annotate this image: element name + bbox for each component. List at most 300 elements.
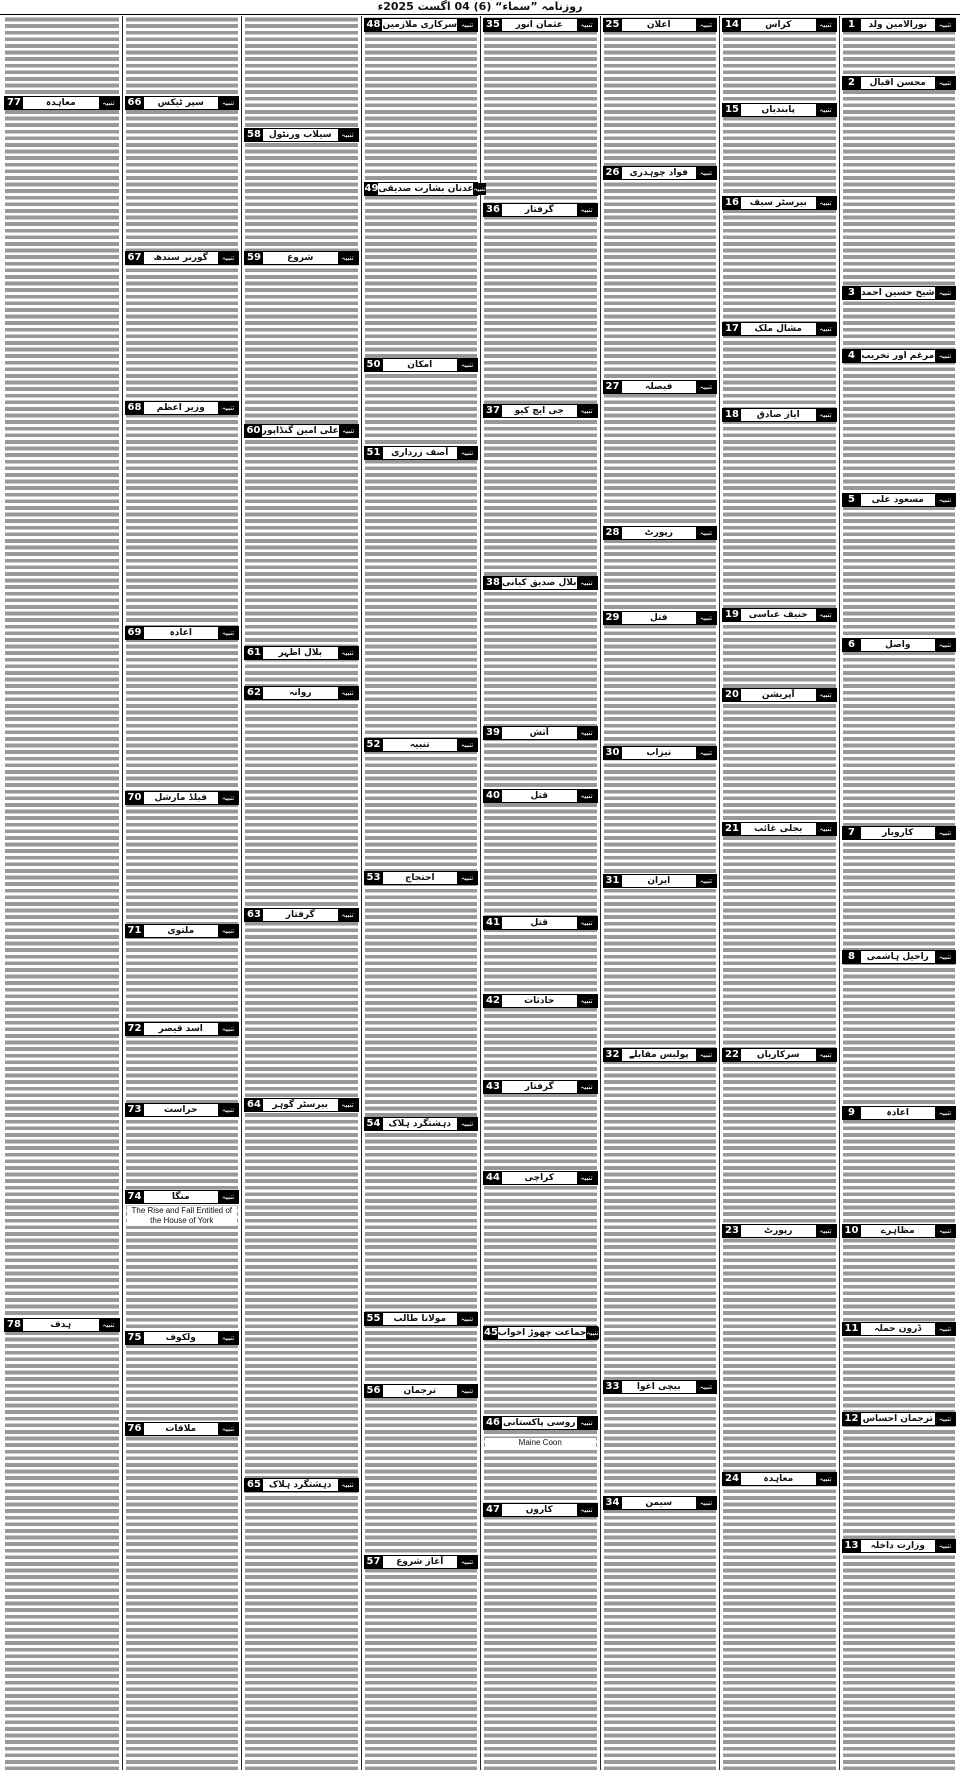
- notice-headline-64: [244, 1098, 359, 1112]
- notice-title: سرکاریاں: [756, 1050, 800, 1060]
- notice-tag-label: تنبیہ: [338, 687, 358, 699]
- notice-title: فواد چوہدری: [629, 168, 688, 178]
- notice-title: معاہدہ: [45, 98, 76, 108]
- notice-title: بلال اظہر: [278, 648, 323, 658]
- notice-headline-54: [364, 1117, 479, 1131]
- notice-headline-65: [244, 1478, 359, 1492]
- notice-number: 51: [365, 447, 383, 459]
- notice-tag-label: تنبیہ: [338, 252, 358, 264]
- notice-number: 52: [365, 739, 383, 751]
- notice-headline-59: [244, 251, 359, 265]
- notice-number: 21: [723, 823, 741, 835]
- column-3: [600, 16, 720, 1770]
- notice-number: 6: [843, 639, 861, 651]
- notice-title: کراچی: [524, 1173, 554, 1183]
- notice-number: 48: [365, 19, 383, 31]
- notice-number: 65: [245, 1479, 263, 1491]
- notice-title: سیمن: [645, 1498, 673, 1508]
- notice-headline-22: [722, 1048, 837, 1062]
- notice-headline-15: [722, 103, 837, 117]
- notice-headline-1: [842, 18, 957, 32]
- notice-headline-7: [842, 826, 957, 840]
- notice-number: 72: [126, 1023, 144, 1035]
- notice-title: امکان: [407, 360, 433, 370]
- notice-title: روسی پاکستانی: [502, 1418, 576, 1428]
- notice-tag-label: تنبیہ: [696, 747, 716, 759]
- notice-tag-label: تنبیہ: [935, 1540, 955, 1552]
- notice-tag-label: تنبیہ: [816, 104, 836, 116]
- notice-headline-9: [842, 1106, 957, 1120]
- notice-tag-label: تنبیہ: [457, 1118, 477, 1130]
- notice-number: 44: [484, 1172, 502, 1184]
- notice-headline-77: [4, 96, 120, 110]
- english-snippet-maine-coon: Maine Coon: [485, 1438, 596, 1448]
- notice-tag-label: تنبیہ: [338, 647, 358, 659]
- notice-tag-label: تنبیہ: [816, 823, 836, 835]
- notice-title: آپریشن: [761, 690, 795, 700]
- notice-number: 33: [604, 1381, 622, 1393]
- notice-title: عدنان بشارت صدیقی: [378, 184, 474, 194]
- notice-tag-label: تنبیہ: [457, 1385, 477, 1397]
- notice-tag-label: تنبیہ: [935, 350, 955, 362]
- notice-headline-5: [842, 493, 957, 507]
- notice-title: معاہدہ: [763, 1474, 794, 1484]
- notice-title: گرفتار: [524, 205, 554, 215]
- notice-tag-label: تنبیہ: [218, 1191, 238, 1203]
- notice-title: بیرسٹر سیف: [749, 198, 807, 208]
- notice-tag-label: تنبیہ: [577, 727, 597, 739]
- notice-number: 29: [604, 612, 622, 624]
- notice-number: 67: [126, 252, 144, 264]
- notice-number: 77: [5, 97, 23, 109]
- notice-number: 70: [126, 792, 144, 804]
- notice-headline-32: [603, 1048, 718, 1062]
- notice-number: 42: [484, 995, 502, 1007]
- notice-title: گرفتار: [285, 910, 315, 920]
- notice-title: وزیر اعظم: [156, 403, 205, 413]
- notice-headline-43: [483, 1080, 598, 1094]
- notice-headline-28: [603, 526, 718, 540]
- notice-headline-14: [722, 18, 837, 32]
- notice-number: 31: [604, 875, 622, 887]
- notice-title: ایاز صادق: [756, 410, 800, 420]
- notice-number: 20: [723, 689, 741, 701]
- notice-tag-label: تنبیہ: [816, 609, 836, 621]
- notice-headline-34: [603, 1496, 718, 1510]
- notice-headline-6: [842, 638, 957, 652]
- notice-headline-45: [483, 1326, 598, 1340]
- notice-title: منگا: [171, 1192, 190, 1202]
- notice-tag-label: تنبیہ: [577, 1417, 597, 1429]
- notice-number: 66: [126, 97, 144, 109]
- notice-title: بیچی اغوا: [636, 1382, 681, 1392]
- notice-title: بلال صدیق کیانی: [502, 578, 577, 588]
- notice-tag-label: تنبیہ: [473, 185, 486, 193]
- notice-tag-label: تنبیہ: [577, 19, 597, 31]
- notice-number: 50: [365, 359, 383, 371]
- notice-number: 13: [843, 1540, 861, 1552]
- notice-title: بیرسٹر گوہر: [272, 1100, 329, 1110]
- notice-title: تنبیہ: [409, 740, 430, 750]
- notice-headline-44: [483, 1171, 598, 1185]
- notice-title: ہدف: [50, 1320, 72, 1330]
- notice-headline-24: [722, 1472, 837, 1486]
- notice-headline-10: [842, 1224, 957, 1238]
- notice-headline-16: [722, 196, 837, 210]
- notice-number: 17: [723, 323, 741, 335]
- notice-title: سرکاری ملازمین: [382, 20, 458, 30]
- notice-number: 35: [484, 19, 502, 31]
- notice-tag-label: تنبیہ: [935, 1225, 955, 1237]
- notice-headline-73: [125, 1103, 240, 1117]
- notice-tag-label: تنبیہ: [577, 1172, 597, 1184]
- notice-tag-label: تنبیہ: [816, 323, 836, 335]
- notice-title: اعلان: [646, 20, 671, 30]
- notice-number: 62: [245, 687, 263, 699]
- notice-headline-39: [483, 726, 598, 740]
- notice-tag-label: تنبیہ: [577, 405, 597, 417]
- masthead: روزنامہ ”سماء“ (6) 04 اگست 2025ء: [0, 0, 960, 15]
- column-8: [2, 16, 122, 1770]
- notice-number: 53: [365, 872, 383, 884]
- notice-tag-label: تنبیہ: [338, 129, 358, 141]
- notice-number: 63: [245, 909, 263, 921]
- notice-number: 55: [365, 1313, 383, 1325]
- notice-headline-12: [842, 1412, 957, 1426]
- notice-title: رپورٹ: [644, 528, 673, 538]
- notice-tag-label: تنبیہ: [457, 1313, 477, 1325]
- notice-number: 4: [843, 350, 861, 362]
- notice-title: کراس: [765, 20, 792, 30]
- notice-tag-label: تنبیہ: [816, 1473, 836, 1485]
- notice-tag-label: تنبیہ: [935, 1323, 955, 1335]
- notice-tag-label: تنبیہ: [935, 639, 955, 651]
- notice-title: ڈرون حملہ: [874, 1324, 922, 1334]
- notice-tag-label: تنبیہ: [99, 97, 119, 109]
- notice-tag-label: تنبیہ: [935, 827, 955, 839]
- notice-headline-40: [483, 789, 598, 803]
- notice-headline-30: [603, 746, 718, 760]
- notice-tag-label: تنبیہ: [457, 359, 477, 371]
- notice-title: سیلاب ورنٹول: [268, 130, 332, 140]
- notice-tag-label: تنبیہ: [577, 1081, 597, 1093]
- notice-tag-label: تنبیہ: [816, 1225, 836, 1237]
- notice-number: 71: [126, 925, 144, 937]
- notice-headline-23: [722, 1224, 837, 1238]
- notice-tag-label: تنبیہ: [935, 951, 955, 963]
- notice-number: 41: [484, 917, 502, 929]
- notice-tag-label: تنبیہ: [696, 612, 716, 624]
- notice-title: فیصلہ: [645, 382, 673, 392]
- notice-number: 40: [484, 790, 502, 802]
- notice-headline-74: [125, 1190, 240, 1204]
- notice-tag-label: تنبیہ: [935, 494, 955, 506]
- notice-number: 57: [365, 1556, 383, 1568]
- notice-number: 45: [484, 1327, 498, 1338]
- notice-number: 36: [484, 204, 502, 216]
- notice-title: مظاہرے: [880, 1226, 915, 1236]
- notice-tag-label: تنبیہ: [816, 197, 836, 209]
- notice-number: 22: [723, 1049, 741, 1061]
- notice-title: کاروبار: [882, 828, 914, 838]
- notice-tag-label: تنبیہ: [218, 925, 238, 937]
- notice-number: 47: [484, 1504, 502, 1516]
- notice-headline-61: [244, 646, 359, 660]
- notice-number: 43: [484, 1081, 502, 1093]
- column-5: [361, 16, 486, 1770]
- notice-title: نورالامین ولد: [868, 20, 928, 30]
- notice-number: 76: [126, 1423, 144, 1435]
- notice-title: کاروں: [525, 1505, 553, 1515]
- notice-number: 24: [723, 1473, 741, 1485]
- notice-tag-label: تنبیہ: [457, 1556, 477, 1568]
- notice-number: 3: [843, 287, 861, 299]
- notice-number: 18: [723, 409, 741, 421]
- notice-title: روانہ: [288, 688, 312, 698]
- notice-title: مرغم اور تخریب: [861, 351, 935, 361]
- notice-headline-13: [842, 1539, 957, 1553]
- notice-headline-46: [483, 1416, 598, 1430]
- notice-tag-label: تنبیہ: [218, 1104, 238, 1116]
- notice-title: شروع: [287, 253, 314, 263]
- column-6: [241, 16, 361, 1770]
- notice-tag-label: تنبیہ: [577, 790, 597, 802]
- notice-title: فیلڈ مارشل: [154, 793, 208, 803]
- text-lines: [723, 16, 836, 1770]
- notice-title: جی ایچ کیو: [514, 406, 564, 416]
- notice-tag-label: تنبیہ: [338, 1479, 358, 1491]
- column-4: [480, 16, 600, 1770]
- notice-headline-29: [603, 611, 718, 625]
- notice-title: حنیف عباسی: [748, 610, 808, 620]
- notice-headline-27: [603, 380, 718, 394]
- notice-tag-label: تنبیہ: [935, 1413, 955, 1425]
- notice-title: حادثات: [524, 996, 555, 1006]
- notice-number: 64: [245, 1099, 263, 1111]
- notice-number: 59: [245, 252, 263, 264]
- notice-tag-label: تنبیہ: [816, 409, 836, 421]
- notice-tag-label: تنبیہ: [577, 204, 597, 216]
- text-lines: [843, 16, 956, 1770]
- notice-title: ولکوف: [165, 1333, 196, 1343]
- notice-number: 58: [245, 129, 263, 141]
- notice-number: 15: [723, 104, 741, 116]
- notice-headline-76: [125, 1422, 240, 1436]
- notice-title: دہشتگرد ہلاک: [268, 1480, 332, 1490]
- notice-number: 49: [364, 183, 379, 194]
- notice-tag-label: تنبیہ: [696, 527, 716, 539]
- notice-title: ترجمان احساس: [862, 1414, 933, 1424]
- notice-title: آصف زرداری: [391, 448, 449, 458]
- notice-number: 34: [604, 1497, 622, 1509]
- notice-title: وزارت داخلہ: [870, 1541, 925, 1551]
- notice-title: اسد قیصر: [158, 1024, 203, 1034]
- notice-headline-48: [364, 18, 479, 32]
- notice-headline-41: [483, 916, 598, 930]
- notice-tag-label: تنبیہ: [457, 447, 477, 459]
- notice-headline-47: [483, 1503, 598, 1517]
- notice-number: 11: [843, 1323, 861, 1335]
- notice-title: دہشتگرد ہلاک: [388, 1119, 452, 1129]
- notice-title: اعادہ: [886, 1108, 909, 1118]
- notice-tag-label: تنبیہ: [816, 689, 836, 701]
- notice-headline-71: [125, 924, 240, 938]
- column-2: [719, 16, 839, 1770]
- notice-headline-36: [483, 203, 598, 217]
- notice-headline-67: [125, 251, 240, 265]
- notice-title: آغاز شروع: [396, 1557, 444, 1567]
- notice-number: 46: [484, 1417, 502, 1429]
- notice-title: علی امین گنڈاپور: [261, 426, 339, 436]
- notice-headline-50: [364, 358, 479, 372]
- notice-tag-label: تنبیہ: [696, 1381, 716, 1393]
- notice-title: آتش: [529, 728, 549, 738]
- notice-title: گرفتار: [524, 1082, 554, 1092]
- notice-title: مشال ملک: [754, 324, 802, 334]
- notice-number: 56: [365, 1385, 383, 1397]
- notice-tag-label: تنبیہ: [218, 1023, 238, 1035]
- notice-headline-78: [4, 1318, 120, 1332]
- notice-number: 27: [604, 381, 622, 393]
- notice-headline-35: [483, 18, 598, 32]
- notice-tag-label: تنبیہ: [218, 97, 238, 109]
- notice-headline-11: [842, 1322, 957, 1336]
- notice-title: گورنر سندھ: [153, 253, 208, 263]
- notice-headline-21: [722, 822, 837, 836]
- notice-title: قتل: [530, 918, 549, 928]
- notice-headline-42: [483, 994, 598, 1008]
- notice-number: 78: [5, 1319, 23, 1331]
- notice-tag-label: تنبیہ: [218, 1423, 238, 1435]
- notice-title: عثمان انور: [515, 20, 563, 30]
- notice-tag-label: تنبیہ: [586, 1329, 599, 1337]
- notice-number: 74: [126, 1191, 144, 1203]
- notice-number: 16: [723, 197, 741, 209]
- notice-headline-60: [244, 424, 359, 438]
- notice-headline-52: [364, 738, 479, 752]
- notice-tag-label: تنبیہ: [338, 1099, 358, 1111]
- notice-number: 30: [604, 747, 622, 759]
- notice-headline-72: [125, 1022, 240, 1036]
- notice-headline-26: [603, 166, 718, 180]
- notice-tag-label: تنبیہ: [696, 381, 716, 393]
- notice-title: راحیل ہاشمی: [866, 952, 929, 962]
- notice-headline-68: [125, 401, 240, 415]
- notice-number: 60: [246, 425, 261, 436]
- notice-tag-label: تنبیہ: [457, 19, 477, 31]
- notice-number: 9: [843, 1107, 861, 1119]
- notice-title: ملاقات: [165, 1424, 197, 1434]
- notice-headline-3: [842, 286, 957, 300]
- notice-headline-55: [364, 1312, 479, 1326]
- notice-headline-17: [722, 322, 837, 336]
- notice-tag-label: تنبیہ: [577, 1504, 597, 1516]
- notice-number: 8: [843, 951, 861, 963]
- notice-tag-label: تنبیہ: [218, 792, 238, 804]
- notice-headline-57: [364, 1555, 479, 1569]
- text-lines: [245, 16, 358, 1770]
- text-lines: [365, 16, 478, 1770]
- notice-number: 12: [843, 1413, 861, 1425]
- notice-title: قتل: [649, 613, 668, 623]
- notice-headline-62: [244, 686, 359, 700]
- notice-tag-label: تنبیہ: [338, 909, 358, 921]
- notice-headline-2: [842, 76, 957, 90]
- notice-title: سپر ٹیکس: [157, 98, 204, 108]
- notice-headline-8: [842, 950, 957, 964]
- notice-title: شیخ حسین احمد: [861, 288, 935, 298]
- notice-title: ترجمان: [403, 1386, 437, 1396]
- notice-title: پولیس مقابلے: [628, 1050, 689, 1060]
- notice-headline-53: [364, 871, 479, 885]
- notice-title: ملتوی: [167, 926, 195, 936]
- notice-headline-37: [483, 404, 598, 418]
- notice-tag-label: تنبیہ: [696, 1049, 716, 1061]
- notice-headline-75: [125, 1331, 240, 1345]
- notice-tag-label: تنبیہ: [218, 1332, 238, 1344]
- column-1: [839, 16, 959, 1770]
- notice-number: 38: [484, 577, 502, 589]
- notice-number: 19: [723, 609, 741, 621]
- notice-tag-label: تنبیہ: [816, 19, 836, 31]
- notice-title: تیزاب: [646, 748, 672, 758]
- notice-number: 10: [843, 1225, 861, 1237]
- text-lines: [126, 16, 239, 1770]
- notice-headline-69: [125, 626, 240, 640]
- notice-number: 39: [484, 727, 502, 739]
- notice-tag-label: تنبیہ: [218, 627, 238, 639]
- notice-headline-51: [364, 446, 479, 460]
- notice-tag-label: تنبیہ: [457, 739, 477, 751]
- notice-tag-label: تنبیہ: [935, 19, 955, 31]
- notice-number: 54: [365, 1118, 383, 1130]
- notice-headline-33: [603, 1380, 718, 1394]
- notice-number: 69: [126, 627, 144, 639]
- notice-number: 26: [604, 167, 622, 179]
- notice-tag-label: تنبیہ: [935, 77, 955, 89]
- notice-tag-label: تنبیہ: [696, 167, 716, 179]
- notice-tag-label: تنبیہ: [935, 1107, 955, 1119]
- notice-tag-label: تنبیہ: [935, 287, 955, 299]
- notice-headline-25: [603, 18, 718, 32]
- text-lines: [5, 16, 119, 1770]
- notice-title: اعادہ: [169, 628, 192, 638]
- notice-number: 23: [723, 1225, 741, 1237]
- notice-headline-66: [125, 96, 240, 110]
- columns-container: [2, 16, 958, 1770]
- notice-tag-label: تنبیہ: [816, 1049, 836, 1061]
- notice-title: بجلی غائب: [754, 824, 803, 834]
- notice-number: 1: [843, 19, 861, 31]
- notice-headline-31: [603, 874, 718, 888]
- notice-tag-label: تنبیہ: [577, 577, 597, 589]
- notice-title: محسن اقبال: [869, 78, 926, 88]
- notice-tag-label: تنبیہ: [696, 19, 716, 31]
- notice-title: جماعت چھوڑ اخواب: [497, 1328, 587, 1338]
- notice-number: 73: [126, 1104, 144, 1116]
- notice-headline-38: [483, 576, 598, 590]
- notice-tag-label: تنبیہ: [218, 252, 238, 264]
- column-7: [122, 16, 242, 1770]
- notice-title: ایران: [647, 876, 671, 886]
- notice-title: مسعود علی: [871, 495, 924, 505]
- notice-headline-20: [722, 688, 837, 702]
- notice-title: رپورٹ: [764, 1226, 793, 1236]
- notice-title: حراست: [163, 1105, 198, 1115]
- notice-headline-70: [125, 791, 240, 805]
- notice-tag-label: تنبیہ: [696, 875, 716, 887]
- notice-title: پابندیاں: [761, 105, 795, 115]
